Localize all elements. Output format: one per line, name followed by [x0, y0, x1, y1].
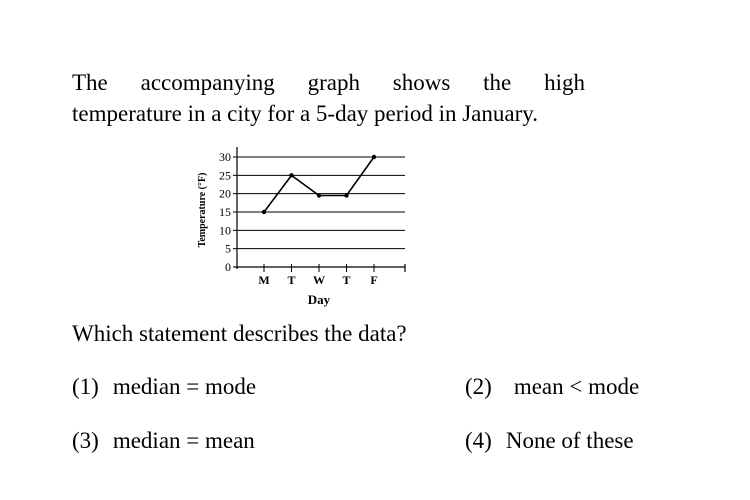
y-tick-label-25: 25 — [219, 168, 231, 183]
y-axis-label: Temperature (°F) — [197, 172, 208, 248]
choice-3[interactable] — [72, 428, 255, 454]
intro-line-2: temperature in a city for a 5-day period in January. — [72, 101, 538, 126]
data-point-2 — [317, 193, 321, 197]
choice-1-number: (1) — [72, 374, 99, 399]
data-point-1 — [289, 173, 293, 177]
choice-3-text: median = mean — [112, 428, 255, 453]
choice-3-number: (3) — [72, 428, 99, 453]
choice-4[interactable] — [465, 428, 634, 454]
temperature-line — [264, 157, 374, 212]
y-tick-label-0: 0 — [225, 260, 231, 274]
question-text: Which statement describes the data? — [72, 321, 407, 346]
data-point-0 — [262, 210, 266, 214]
choice-2-number: (2) — [465, 374, 492, 399]
y-tick-label-15: 15 — [219, 205, 231, 219]
y-tick-labels — [219, 150, 231, 274]
choice-1-text: median = mode — [112, 374, 257, 399]
choice-4-text: None of these — [505, 428, 634, 453]
y-tick-label-30: 30 — [219, 150, 231, 164]
gridlines — [237, 157, 405, 249]
x-tick-labels — [258, 273, 377, 287]
y-tick-label-20: 20 — [219, 186, 231, 201]
intro-line-1: The accompanying graph shows the high — [72, 70, 585, 95]
y-tick-label-10: 10 — [219, 223, 231, 238]
x-tick-label-1: T — [287, 273, 296, 287]
series-line — [262, 155, 376, 214]
x-tick-label-3: T — [342, 273, 351, 287]
x-tick-label-0: M — [258, 273, 270, 287]
data-point-3 — [344, 193, 348, 197]
temperature-line-chart — [190, 140, 420, 315]
chart-axes — [233, 147, 405, 272]
choice-2[interactable] — [465, 374, 639, 400]
x-tick-label-2: W — [313, 273, 325, 287]
choice-4-number: (4) — [465, 428, 492, 453]
x-tick-label-4: F — [370, 273, 378, 287]
x-axis-label: Day — [307, 292, 331, 307]
choice-2-text: mean < mode — [513, 374, 640, 399]
y-tick-label-5: 5 — [225, 241, 231, 256]
data-point-4 — [372, 155, 376, 159]
question-intro — [72, 67, 585, 129]
choice-1[interactable] — [72, 374, 256, 400]
